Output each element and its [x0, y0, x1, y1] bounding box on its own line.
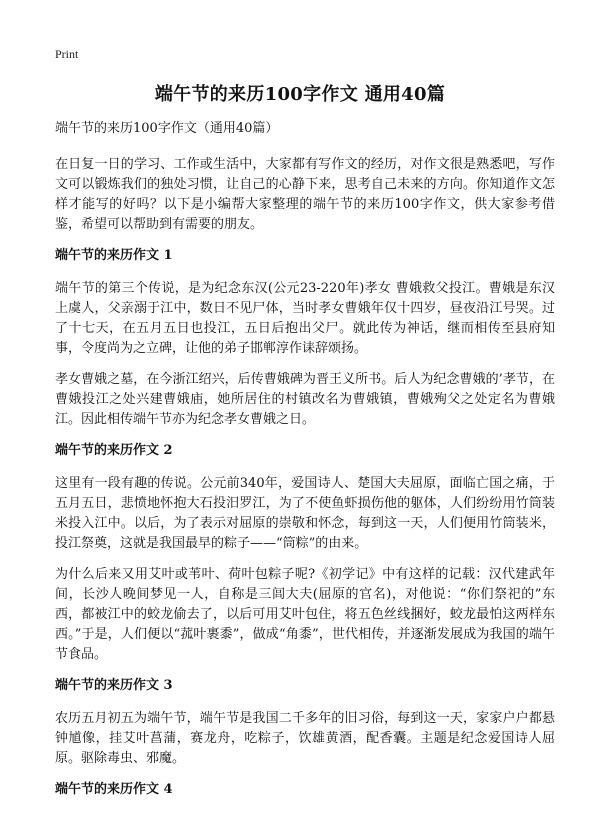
section-3-paragraph-1: 农历五月初五为端午节，端午节是我国二千多年的旧习俗，每到这一天，家家户户都悬钟馗像，挂艾叶菖蒲，赛龙舟，吃粽子，饮雄黄酒，配香囊。主题是纪念爱国诗人屈原。驱除毒虫、邪魔。: [55, 711, 555, 766]
section-2-paragraph-1: 这里有一段有趣的传说。公元前340年，爱国诗人、楚国大夫屈原，面临亡国之痛，于五月五日，悲愤地怀抱大石投汨罗江，为了不使鱼虾损伤他的躯体，人们纷纷用竹筒装米投入江中。以后，为了表示对屈原的崇敬和怀念，每到这一天，人们便用竹筒装米，投江祭奠，这就是我国最早的粽子——“筒粽”的由来。: [55, 476, 555, 551]
subtitle: 端午节的来历100字作文（通用40篇）: [55, 121, 279, 136]
section-2-paragraph-2: 为什么后来又用艾叶或苇叶、荷叶包粽子呢?《初学记》中有这样的记载：汉代建武年间，长沙人晚间梦见一人，自称是三闾大夫(屈原的官名)，对他说：“你们祭祀的”东西，都被江中的蛟龙偷去了，以后可用艾叶包住，将五色丝线捆好，蛟龙最怕这两样东西。”于是，人们便以“菰叶裹黍”，做成“角黍”，世代相传，并逐渐发展成为我国的端午节食品。: [55, 567, 555, 662]
section-1-paragraph-1: 端午节的第三个传说，是为纪念东汉(公元23-220年)孝女 曹娥救父投江。曹娥是东汉上虞人，父亲溺于江中，数日不见尸体，当时孝女曹娥年仅十四岁，昼夜沿江号哭。过了十七天，在五月五日也投江，五日后抱出父尸。就此传为神话，继而相传至县府知事，令度尚为之立碑，让他的弟子邯郸淳作诔辞颂扬。: [55, 281, 555, 356]
section-heading-4: 端午节的来历作文 4: [55, 782, 173, 797]
document-body: [55, 119, 555, 813]
intro-paragraph: 在日复一日的学习、工作或生活中，大家都有写作文的经历，对作文很是熟悉吧，写作文可以锻炼我们的独处习惯，让自己的心静下来，思考自己未来的方向。你知道作文怎样才能写的好吗？以下是小编帮大家整理的端午节的来历100字作文，供大家参考借鉴，希望可以帮助到有需要的朋友。: [55, 157, 555, 232]
section-1-paragraph-2: 孝女曹娥之墓，在今浙江绍兴，后传曹娥碑为晋王义所书。后人为纪念曹娥的’孝节，在曹娥投江之处兴建曹娥庙，她所居住的村镇改名为曹娥镇，曹娥殉父之处定名为曹娥江。因此相传端午节亦为纪念孝女曹娥之日。: [55, 372, 555, 427]
section-heading-1: 端午节的来历作文 1: [55, 248, 173, 263]
section-heading-3: 端午节的来历作文 3: [55, 678, 173, 693]
section-heading-2: 端午节的来历作文 2: [55, 443, 173, 458]
page-title: 端午节的来历100字作文 通用40篇: [154, 84, 446, 105]
print-label[interactable]: Print: [55, 47, 79, 61]
